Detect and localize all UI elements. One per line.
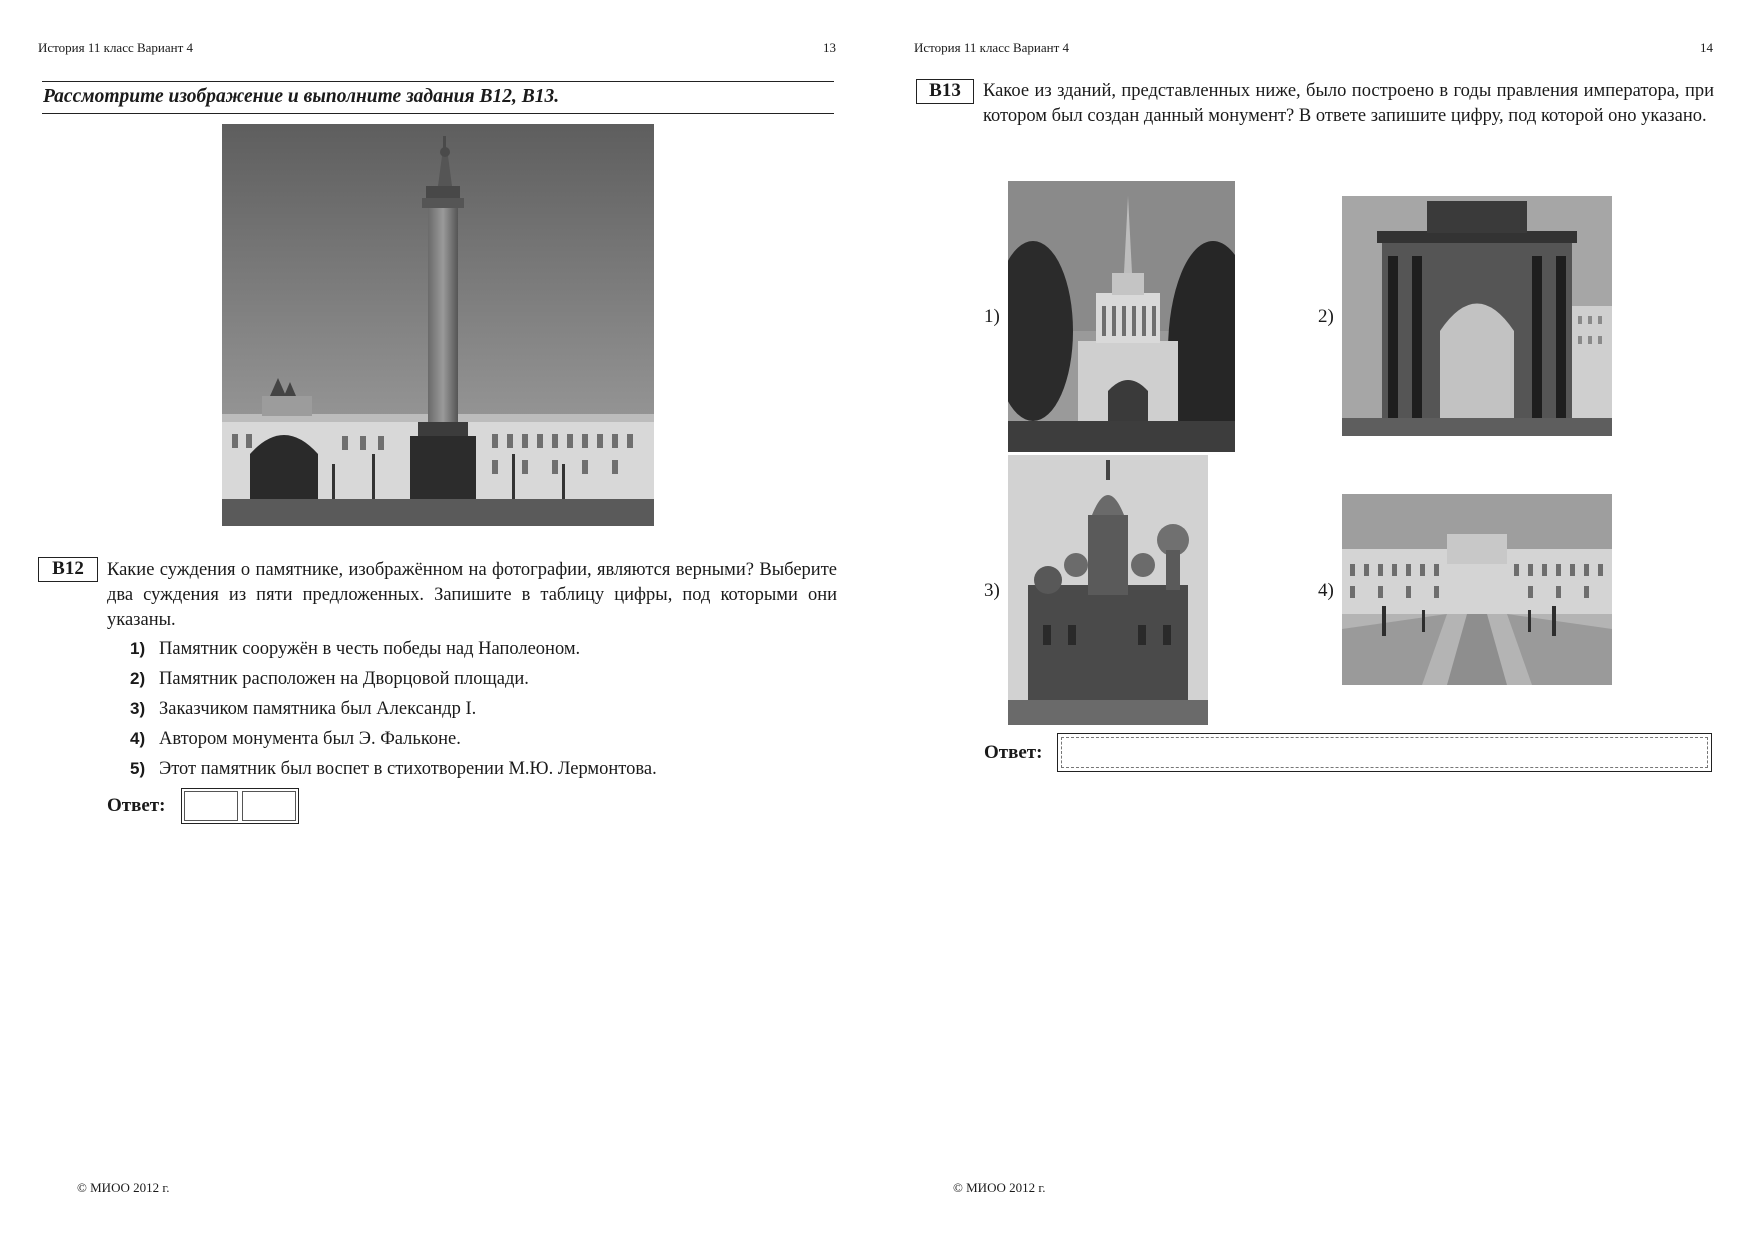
task-b12-question: Какие суждения о памятнике, изображённом на фотографии, являются верными? Выберите два суждения из пяти предложенных. Запишите в таблицу цифры, под которыми они указаны. <box>107 560 837 630</box>
triumphal-arch-photo <box>1342 196 1612 436</box>
page-footer: © МИОО 2012 г. <box>77 1180 170 1195</box>
instruction-text: Рассмотрите изображение и выполните задания В12, В13. <box>43 86 560 107</box>
page-header: История 11 класс Вариант 4 <box>914 40 1070 55</box>
task-b12-label: B12 <box>38 557 98 582</box>
option-number: 5) <box>130 759 146 778</box>
image-1-number: 1) <box>984 306 1000 327</box>
alexander-column-photo <box>222 124 654 526</box>
option-number: 2) <box>130 669 146 688</box>
b13-answer-field[interactable] <box>1057 733 1712 772</box>
b12-answer-label: Ответ: <box>107 795 166 816</box>
b12-answer-cell-1[interactable] <box>184 791 238 821</box>
option-text: Этот памятник был воспет в стихотворении М.Ю. Лермонтова. <box>159 759 657 779</box>
admiralty-photo <box>1008 181 1235 452</box>
b13-answer-label: Ответ: <box>984 742 1043 763</box>
page-14 <box>877 0 1754 1239</box>
image-2-number: 2) <box>1318 306 1334 327</box>
b12-option-3 <box>130 696 476 722</box>
task-b13-label: B13 <box>916 79 974 104</box>
instruction-banner <box>42 81 834 114</box>
b12-option-2 <box>130 666 529 692</box>
b12-answer-cell-2[interactable] <box>242 791 296 821</box>
b12-option-1 <box>130 636 580 662</box>
church-on-spilled-blood-photo <box>1008 455 1208 725</box>
b12-answer-table <box>181 788 299 824</box>
page-header: История 11 класс Вариант 4 <box>38 40 194 55</box>
option-text: Памятник расположен на Дворцовой площади. <box>159 669 529 689</box>
option-text: Автором монумента был Э. Фальконе. <box>159 729 461 749</box>
b13-answer-input[interactable] <box>1061 737 1708 768</box>
option-number: 3) <box>130 699 146 718</box>
image-3-number: 3) <box>984 580 1000 601</box>
option-number: 1) <box>130 639 146 658</box>
page-footer: © МИОО 2012 г. <box>953 1180 1046 1195</box>
catherine-palace-photo <box>1342 494 1612 685</box>
b12-option-5 <box>130 756 657 782</box>
option-text: Заказчиком памятника был Александр I. <box>159 699 477 719</box>
page-number: 14 <box>1700 40 1713 55</box>
option-number: 4) <box>130 729 146 748</box>
task-b13-question: Какое из зданий, представленных ниже, было построено в годы правления императора, при котором был создан данный монумент? В ответе запишите цифру, под которой оно указано. <box>983 81 1714 126</box>
image-4-number: 4) <box>1318 580 1334 601</box>
b12-option-4 <box>130 726 461 752</box>
option-text: Памятник сооружён в честь победы над Наполеоном. <box>159 639 581 659</box>
page-number: 13 <box>823 40 836 55</box>
